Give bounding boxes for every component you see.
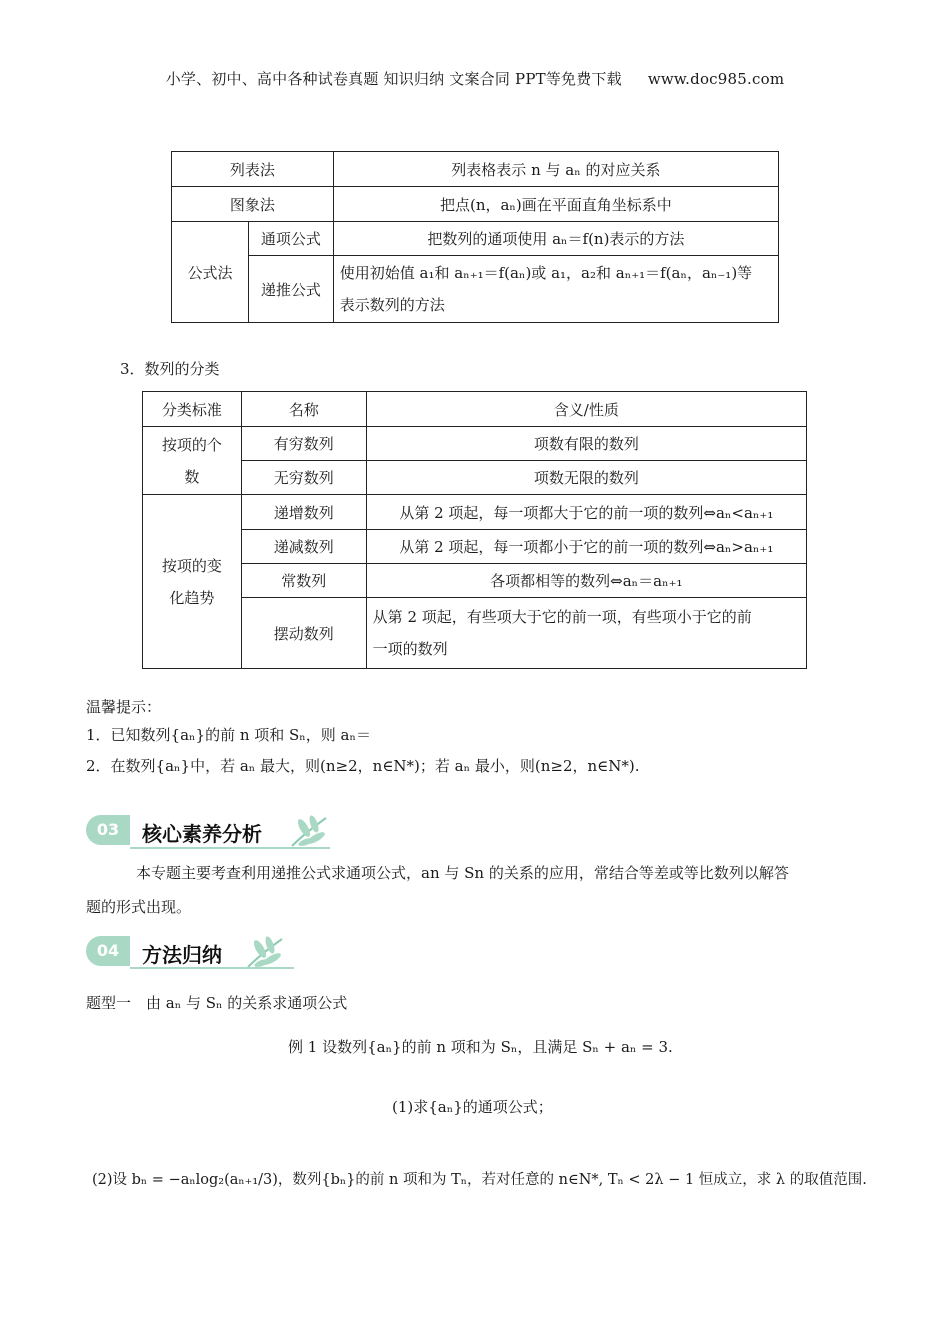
group-by-trend — [143, 495, 242, 669]
method-graph: 图象法 — [172, 187, 334, 222]
header-url: www.doc985.com — [647, 70, 785, 88]
formula-general: 通项公式 — [248, 222, 333, 256]
group-by-count-line2: 数 — [184, 467, 200, 486]
leaf-icon — [242, 933, 288, 971]
decreasing-seq-desc: 从第 2 项起，每一项都小于它的前一项的数列⇔aₙ>aₙ₊₁ — [366, 530, 806, 564]
group-by-trend-line1: 按项的变 — [161, 556, 222, 575]
section-03-underline — [130, 847, 330, 849]
decreasing-seq: 递减数列 — [241, 530, 366, 564]
oscillating-desc-line2: 一项的数列 — [372, 640, 448, 658]
sec03-para-line1: 本专题主要考查利用递推公式求通项公式，an 与 Sn 的关系的应用，常结合等差或等比数列以解答 — [136, 864, 789, 882]
group-by-count-line1: 按项的个 — [161, 435, 222, 454]
formula-recursive: 递推公式 — [248, 256, 333, 323]
question-type-1: 题型一 由 aₙ 与 Sₙ 的关系求通项公式 — [86, 994, 348, 1012]
oscillating-seq: 摆动数列 — [241, 598, 366, 669]
section-3-title: 3．数列的分类 — [120, 360, 220, 378]
infinite-seq-desc: 项数无限的数列 — [366, 461, 806, 495]
formula-recursive-desc — [333, 256, 778, 323]
method-graph-desc: 把点(n，aₙ)画在平面直角坐标系中 — [333, 187, 778, 222]
method-list: 列表法 — [172, 152, 334, 187]
classification-table — [142, 391, 807, 669]
sec03-para-line2: 题的形式出现。 — [86, 898, 192, 916]
example-1-q2: (2)设 bₙ = −aₙlog₂(aₙ₊₁/3)，数列{bₙ}的前 n 项和为 Tₙ，若对任意的 n∈N*, Tₙ < 2λ − 1 恒成立，求 λ 的取值范围. — [92, 1172, 867, 1188]
representation-table — [171, 151, 779, 323]
leaf-icon — [286, 812, 332, 850]
example-1-q1: (1)求{aₙ}的通项公式； — [392, 1098, 553, 1116]
infinite-seq: 无穷数列 — [241, 461, 366, 495]
section-03-paragraph — [86, 856, 876, 924]
section-04-title: 方法归纳 — [142, 943, 222, 967]
group-by-count — [143, 427, 242, 495]
constant-seq-desc: 各项都相等的数列⇔aₙ＝aₙ₊₁ — [366, 564, 806, 598]
recursive-desc-line2: 表示数列的方法 — [339, 296, 445, 314]
page-header — [0, 68, 950, 89]
head-meaning: 含义/性质 — [366, 392, 806, 427]
finite-seq-desc: 项数有限的数列 — [366, 427, 806, 461]
head-criterion: 分类标准 — [143, 392, 242, 427]
method-formula: 公式法 — [172, 222, 249, 323]
tips-title: 温馨提示： — [86, 698, 162, 716]
recursive-desc-line1: 使用初始值 a₁和 aₙ₊₁＝f(aₙ)或 a₁，a₂和 aₙ₊₁＝f(aₙ，aₙ₋₁)等 — [339, 264, 753, 282]
example-1-statement: 例 1 设数列{aₙ}的前 n 项和为 Sₙ，且满足 Sₙ + aₙ = 3. — [288, 1038, 673, 1056]
section-03-title: 核心素养分析 — [142, 822, 262, 846]
header-left-text: 小学、初中、高中各种试卷真题 知识归纳 文案合同 PPT等免费下载 — [165, 70, 622, 88]
formula-general-desc: 把数列的通项使用 aₙ＝f(n)表示的方法 — [333, 222, 778, 256]
finite-seq: 有穷数列 — [241, 427, 366, 461]
oscillating-seq-desc — [366, 598, 806, 669]
tip-1: 1．已知数列{aₙ}的前 n 项和 Sₙ，则 aₙ＝ — [86, 726, 371, 744]
increasing-seq-desc: 从第 2 项起，每一项都大于它的前一项的数列⇔aₙ<aₙ₊₁ — [366, 495, 806, 530]
increasing-seq: 递增数列 — [241, 495, 366, 530]
constant-seq: 常数列 — [241, 564, 366, 598]
section-04-badge: 04 — [86, 936, 130, 966]
tip-2: 2．在数列{aₙ}中，若 aₙ 最大，则(n≥2，n∈N*)；若 aₙ 最小，则(n≥2，n∈N*). — [86, 757, 640, 775]
group-by-trend-line2: 化趋势 — [169, 588, 215, 607]
method-list-desc: 列表格表示 n 与 aₙ 的对应关系 — [333, 152, 778, 187]
section-03-badge: 03 — [86, 815, 130, 845]
head-name: 名称 — [241, 392, 366, 427]
oscillating-desc-line1: 从第 2 项起，有些项大于它的前一项，有些项小于它的前 — [372, 608, 752, 626]
section-04-underline — [130, 967, 294, 969]
